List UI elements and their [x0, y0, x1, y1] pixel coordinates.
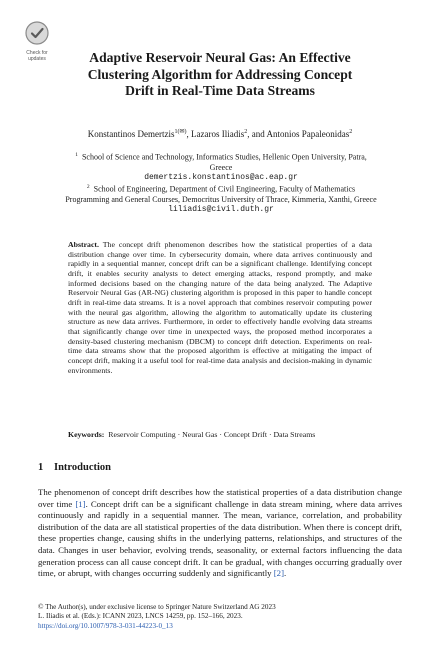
affiliation-1: [36, 150, 406, 183]
copyright-footer: [38, 603, 402, 631]
citation-1-link[interactable]: [1]: [75, 498, 86, 509]
affiliation-1-email[interactable]: demertzis.konstantinos@ac.eap.gr: [144, 172, 298, 182]
author-2-affil: 2: [244, 129, 248, 135]
intro-text-1: The phenomenon of concept drift describes how the statistical properties of a data distribution change over time: [38, 487, 402, 509]
intro-text-3: .: [284, 568, 287, 579]
check-for-updates-badge[interactable]: [22, 20, 52, 62]
affiliation-2-line1: School of Engineering, Department of Civil Engineering, Faculty of Mathematics: [93, 184, 356, 194]
title-line-1: Adaptive Reservoir Neural Gas: An Effective: [89, 50, 351, 65]
doi-link[interactable]: https://doi.org/10.1007/978-3-031-44223-0_13: [38, 621, 173, 630]
citation-line: L. Iliadis et al. (Eds.): ICANN 2023, LNCS 14259, pp. 152–166, 2023.: [38, 612, 243, 621]
keywords-label: Keywords:: [68, 430, 105, 439]
author-1: Konstantinos Demertzis: [87, 129, 175, 139]
title-line-3: Drift in Real-Time Data Streams: [125, 83, 315, 99]
affiliation-1-number: 1: [75, 152, 78, 158]
affiliation-2-line2: Programming and General Courses, Democritus University of Thrace, Kimmeria, Xanthi, Greece: [65, 194, 377, 204]
title-line-2: Clustering Algorithm for Addressing Concept: [87, 66, 353, 82]
abstract-label: Abstract.: [68, 240, 99, 249]
affiliation-2: [24, 182, 418, 215]
citation-2-link[interactable]: [2]: [273, 568, 285, 579]
check-updates-line2: updates: [28, 55, 46, 62]
keywords: [68, 430, 378, 439]
section-number: 1: [38, 462, 44, 473]
affiliation-2-email[interactable]: liliadis@civil.duth.gr: [168, 204, 274, 214]
abstract-text: The concept drift phenomenon describes how the statistical properties of a data distribution change over time. In cybersecurity domain, where data arrives continuously and rapidly in a sequential manner, concept drift can be a significant challenge. Identifying concept drift, it enables security analysts to detect emerging attacks, respond promptly, and make informed decisions based on the changing nature of the data being analyzed. The Adaptive Reservoir Neural Gas (AR-NG) clustering algorithm is proposed in this paper to handle concept drift in real-time data streams. It is a novel approach that combines reservoir computing power with the neural gas algorithm, allowing the algorithm to automatically update its clustering structure as new data arrives. Furthermore, in order to effectively handle evolving data streams that significantly change over time in unexpected ways, the proposed method incorporates a density-based clustering mechanism (DBCM) to concept drift detection. Experiments on real-time data streams show that the proposed algorithm is effective at mitigating the impact of concept drift, making it a useful tool for real-time data analysis and decision-making in dynamic environments.: [68, 240, 372, 375]
section-title: Introduction: [54, 462, 111, 473]
section-heading: [38, 462, 111, 473]
check-updates-line1: Check for: [26, 50, 48, 56]
author-3-affil: 2: [349, 129, 353, 135]
affiliation-2-number: 2: [86, 184, 90, 190]
author-list: Konstantinos Demertzis$^{1(✉)}$, Lazaros Iliadis$^2$, and Antonios Papaleonidas$^2$: [87, 129, 353, 139]
check-updates-icon: [24, 20, 50, 46]
abstract: [68, 240, 372, 375]
affiliation-1-line1: School of Science and Technology, Informatics Studies, Hellenic Open University, Patra,: [81, 152, 367, 162]
keywords-text: Reservoir Computing · Neural Gas · Concept Drift · Data Streams: [108, 430, 316, 439]
author-1-affil[interactable]: 1(✉): [174, 129, 187, 135]
introduction-paragraph: [38, 487, 402, 580]
paper-title: [60, 50, 380, 100]
copyright-line: © The Author(s), under exclusive license to Springer Nature Switzerland AG 2023: [38, 603, 276, 611]
intro-text-2: . Concept drift can be a significant challenge in data stream mining, where data arrives continuously and rapidly in a sequential manner. The mean, variance, correlation, and probability distribution of the data are all statistical properties of the data distribution. When there is concept drift, these properties change, causing shifts in the underlying patterns, relationships, and structures of the data. Changes in user behavior, evolving trends, seasonality, or external factors influencing the data generation process can all cause concept drift. It can be gradual, with changes occurring gradually over time, or abrupt, with changes occurring suddenly and significantly: [38, 498, 403, 579]
author-2: Lazaros Iliadis: [191, 129, 245, 139]
author-3: and Antonios Papaleonidas: [251, 129, 350, 139]
affiliation-1-line2: Greece: [209, 162, 233, 172]
